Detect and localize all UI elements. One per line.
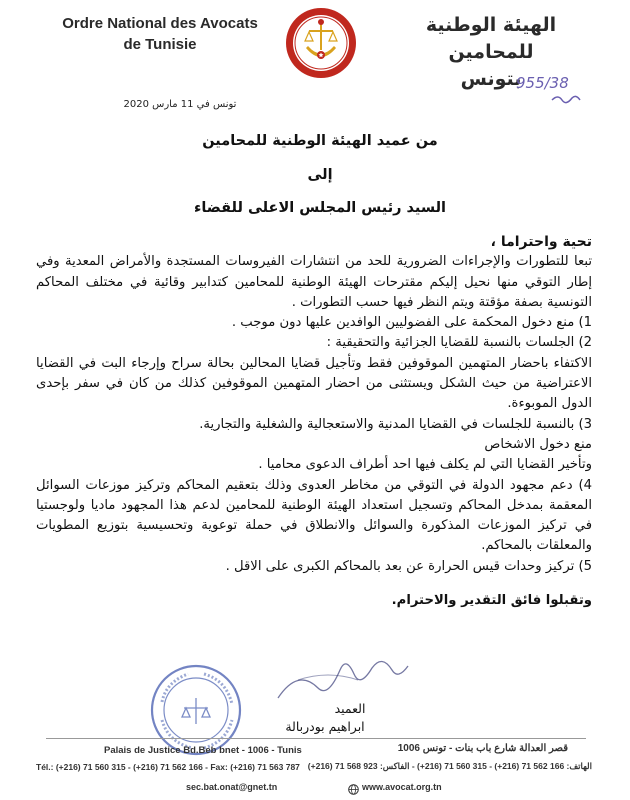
footer-address-french: Palais de Justice Bd.Beb bnet - 1006 - Tunis — [104, 745, 302, 756]
measure-item-2: 2) الجلسات بالنسبة للقضايا الجزائية والتحقيقية : — [326, 335, 592, 351]
globe-icon — [348, 784, 359, 795]
footer-phones-french: Tél.: (+216) 71 560 315 - (+216) 71 562 166 - Fax: (+216) 71 563 787 — [36, 762, 300, 772]
footer-phones-arabic: الهاتف: 166 562 71 (216+) - 315 560 71 (216+) - الفاكس: 923 568 71 (216+) — [307, 761, 592, 771]
footer-divider — [46, 738, 586, 739]
measure-item-1: 1) منع دخول المحكمة على الفضوليين الوافدين عليها دون موجب . — [231, 315, 592, 331]
letter-body — [36, 232, 592, 611]
closing-line: وتقبلوا فائق التقدير والاحترام. — [391, 593, 592, 609]
measure-item-5: 5) تركيز وحدات قيس الحرارة عن بعد بالمحاكم الكبرى على الاقل . — [225, 558, 592, 574]
org-name-french-line2: de Tunisie — [123, 36, 197, 53]
org-name-arabic-line1: الهيئة الوطنية للمحامين — [425, 14, 557, 63]
measure-item-3-a: منع دخول الاشخاص — [484, 436, 592, 452]
intro-paragraph: تبعا للتطورات والإجراءات الضرورية للحد من انتشارات الفيروسات المستجدة والأمراض المعدية وفي إطار التوقي منها نحيل إليكم مقترحات الهيئة الوطنية للمحامين كتدابير وقائية في مختلف المحاكم التونسية بصفة مؤقتة ويتم النظر فيها حسب التطورات . — [36, 254, 592, 310]
measure-item-2-detail: الاكتفاء باحضار المتهمين الموقوفين فقط وتأجيل قضايا المحالين بحالة سراح وإرجاء البت في القضايا الاعتراضية من حيث الشكل ويستثنى من احضار المتهمين الموقوفين كذلك من كان في سفر بإحدى الدول الموبوءة. — [36, 355, 592, 412]
measure-item-3-b: وتأخير القضايا التي لم يكلف فيها احد أطراف الدعوى محاميا . — [258, 457, 592, 473]
letter-recipient: السيد رئيس المجلس الاعلى للقضاء — [193, 200, 447, 216]
greeting: تحية واحتراما ، — [490, 234, 592, 250]
footer-address-arabic: قصر العدالة شارع باب بنات - تونس 1006 — [397, 743, 568, 754]
footer-website[interactable]: www.avocat.org.tn — [362, 782, 442, 792]
letter-to-word: إلى — [307, 167, 333, 183]
org-name-arabic-line2: بتونس — [460, 68, 522, 90]
measure-item-4: 4) دعم مجهود الدولة في التوقي من مخاطر العدوى وذلك بتعقيم المحاكم وتركيز موزعات السوائل المعقمة بمدخل المحاكم وتسجيل استعداد الهيئة الوطنية للمحامين لدعم هذا المجهود ماديا ولوجستيا في تركيز الموزعات المذكورة والسوائل والانطلاق في حملة توعوية وتحسيسية بتوزيع المطويات والمعلقات بالمحاكم. — [36, 477, 592, 554]
org-name-french-line1: Ordre National des Avocats — [62, 15, 258, 32]
bar-association-seal-logo — [284, 6, 358, 80]
handwritten-registration-note — [512, 70, 588, 114]
official-stamp — [148, 662, 244, 758]
letter-sender: من عميد الهيئة الوطنية للمحامين — [202, 133, 438, 149]
handwritten-note-number: 955/38 — [516, 74, 569, 92]
measure-item-3: 3) بالنسبة للجلسات في القضايا المدنية والاستعجالية والشغلية والتجارية. — [199, 416, 592, 432]
signatory-title: العميد — [334, 701, 366, 716]
org-name-french — [60, 13, 260, 55]
footer-email[interactable]: sec.bat.onat@gnet.tn — [186, 782, 278, 792]
signatory-name: ابراهيم بودربالة — [285, 719, 365, 734]
letter-date: تونس في 11 مارس 2020 — [123, 99, 237, 110]
